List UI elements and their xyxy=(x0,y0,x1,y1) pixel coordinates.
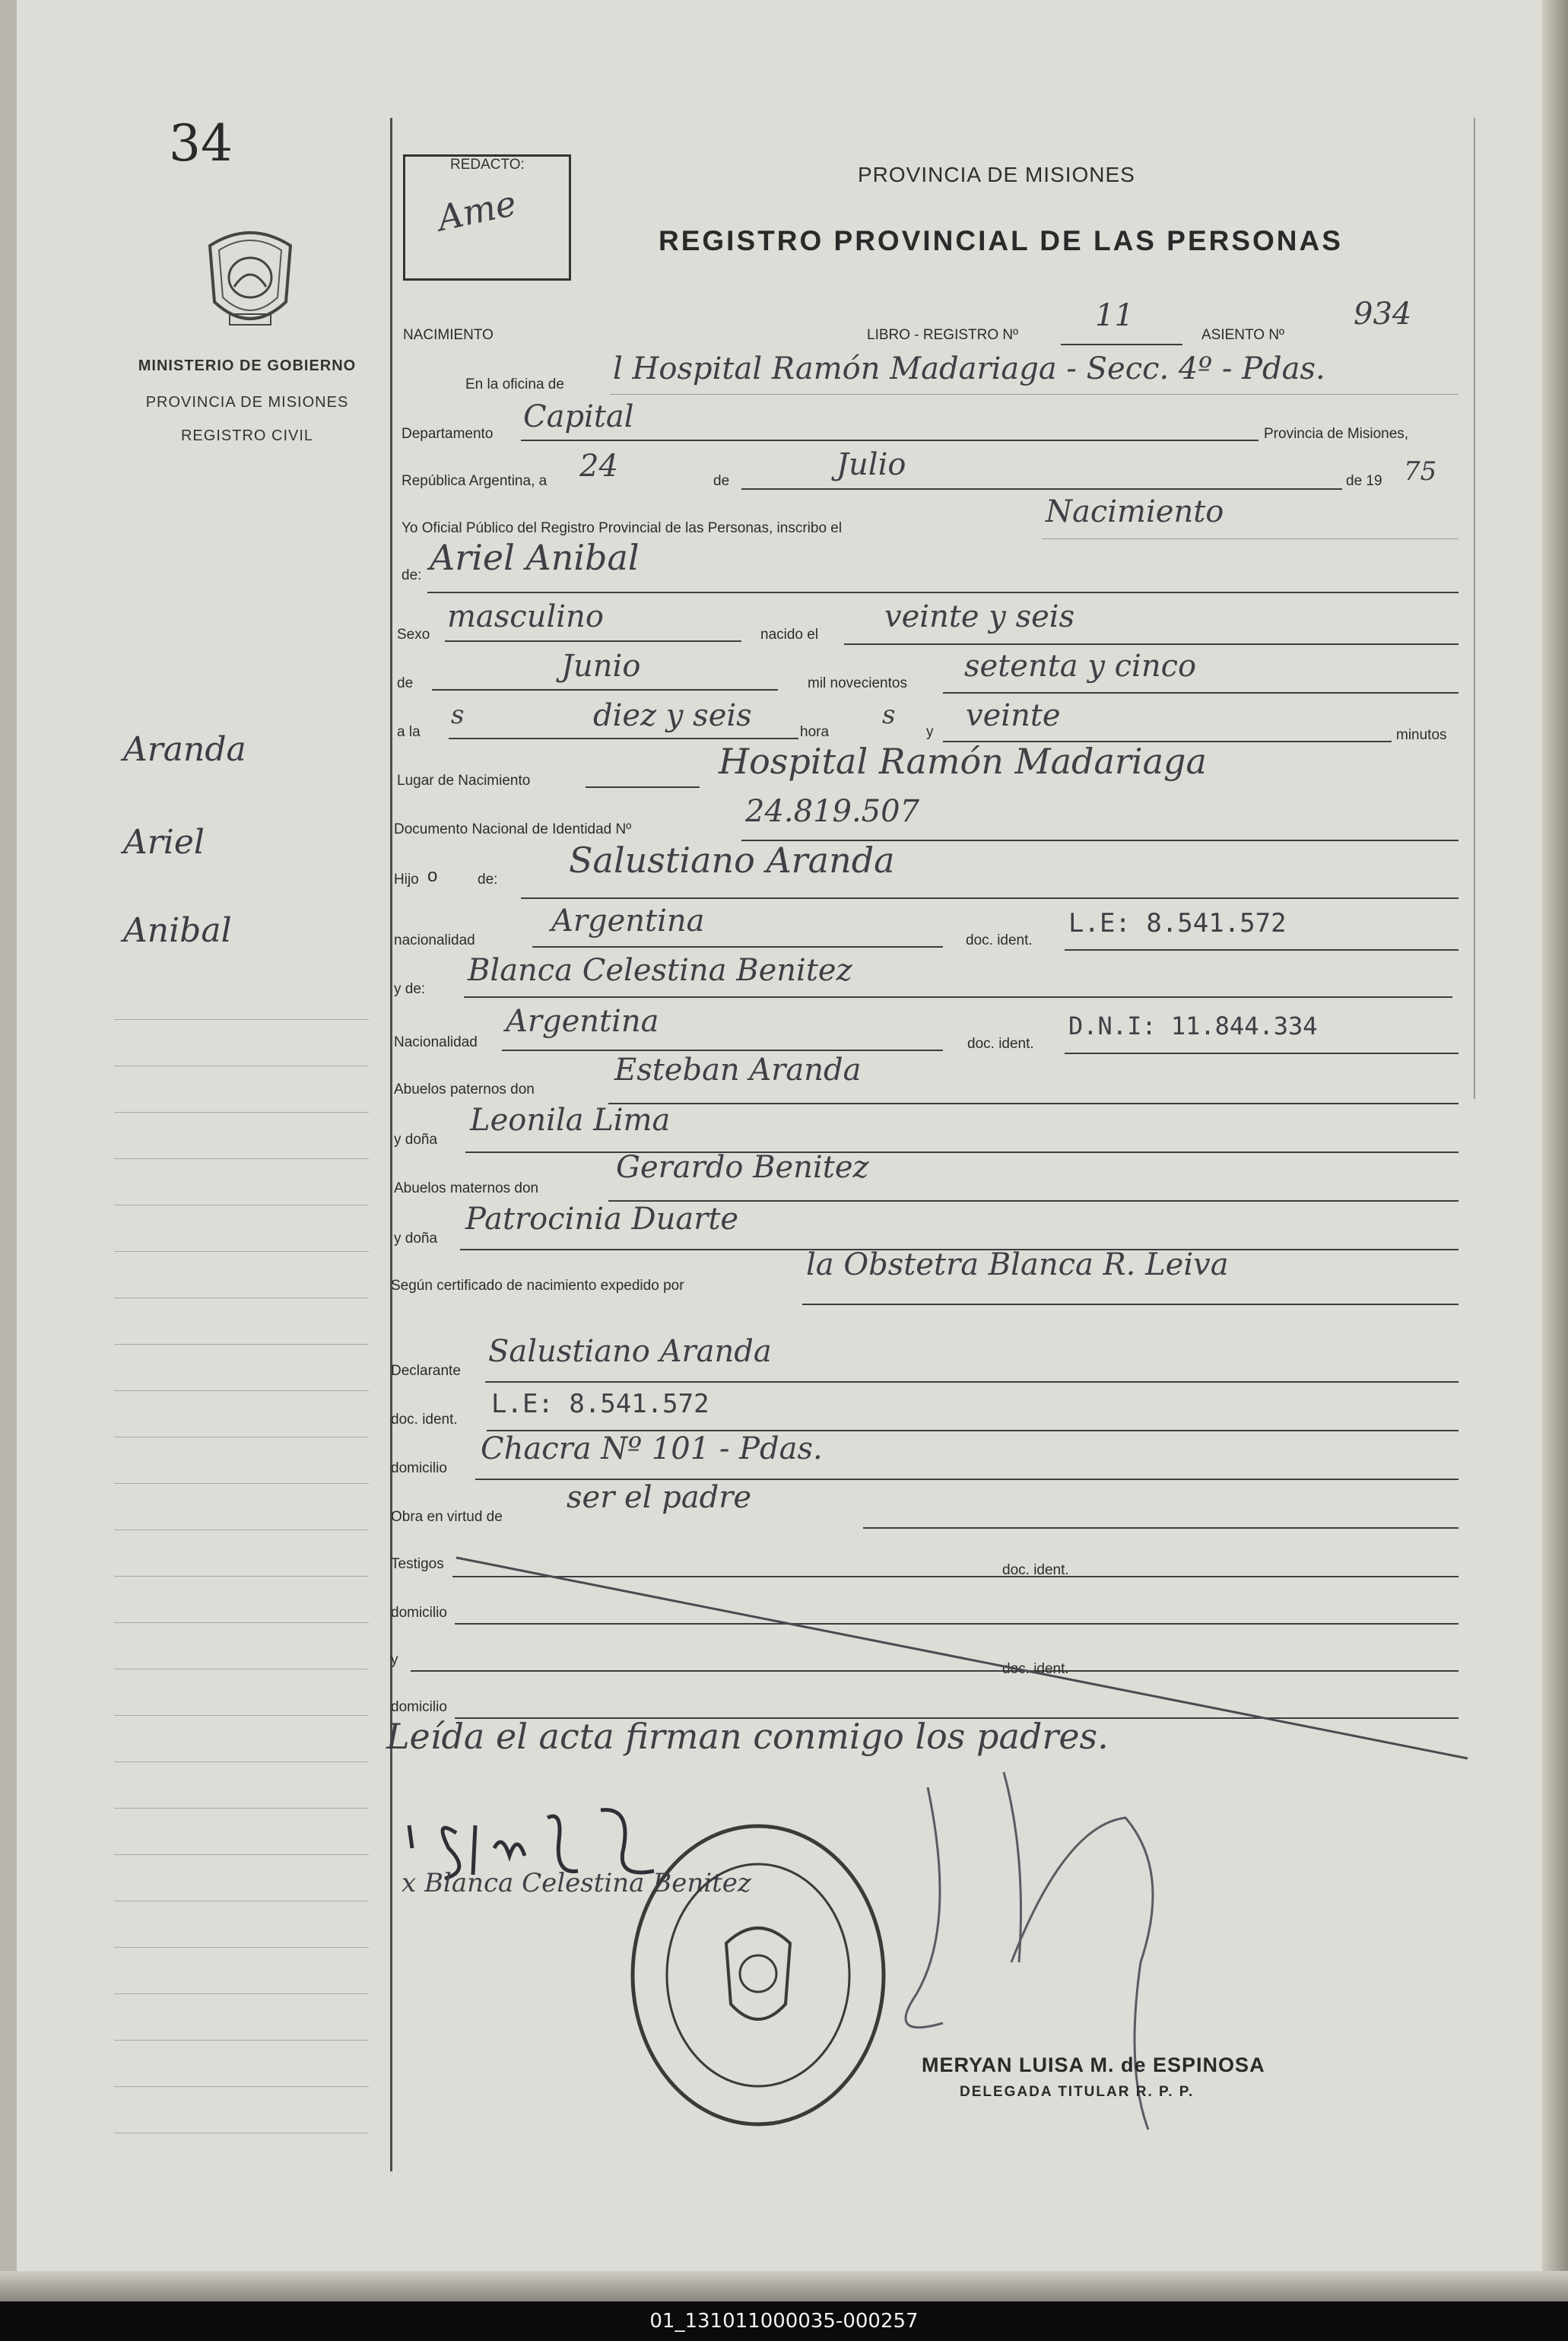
hijo-de-label: de: xyxy=(478,872,498,888)
margin-note-first-name: Ariel xyxy=(123,823,205,862)
mes2-value: Junio xyxy=(561,649,641,684)
mes-value: Julio xyxy=(836,447,906,482)
domicilio-declarante-value: Chacra Nº 101 - Pdas. xyxy=(481,1431,823,1466)
nombre-value: Ariel Anibal xyxy=(430,537,640,578)
asiento-label: ASIENTO Nº xyxy=(1201,327,1284,343)
ala-value: s xyxy=(451,700,465,730)
dni-value: 24.819.507 xyxy=(745,794,920,829)
closing-statement: Leída el acta firman conmigo los padres. xyxy=(386,1716,1109,1757)
anio-value: 75 xyxy=(1404,456,1437,487)
margin-note-second-name: Anibal xyxy=(123,911,232,950)
page-edge-bottom xyxy=(0,2271,1568,2301)
nacionalidad-madre-label: Nacionalidad xyxy=(394,1034,478,1050)
lugar-label: Lugar de Nacimiento xyxy=(397,773,531,789)
minutos-value: veinte xyxy=(966,698,1061,733)
hijo-label: Hijo xyxy=(394,872,419,888)
ydona1-label: y doña xyxy=(394,1132,438,1148)
hora-label: hora xyxy=(800,724,830,740)
margin-ruled-lines xyxy=(114,974,369,2160)
docident-madre-label: doc. ident. xyxy=(967,1036,1034,1052)
nacido-value: veinte y seis xyxy=(884,599,1075,634)
hora2-value: s xyxy=(882,700,896,730)
abuela-materna-value: Patrocinia Duarte xyxy=(465,1202,739,1237)
testigos-label: Testigos xyxy=(391,1556,444,1572)
docident-padre-value: L.E: 8.541.572 xyxy=(1068,908,1287,939)
mes2-de-label: de xyxy=(397,675,414,691)
registry-title: REGISTRO PROVINCIAL DE LAS PERSONAS xyxy=(659,225,1343,256)
right-border xyxy=(1474,118,1475,1099)
nacimiento-label: NACIMIENTO xyxy=(403,327,494,343)
dia-value: 24 xyxy=(579,449,618,484)
anio-label: de 19 xyxy=(1346,473,1382,489)
provincia-label: Provincia de Misiones, xyxy=(1264,426,1409,442)
margin-divider xyxy=(390,118,392,2171)
padre-value: Salustiano Aranda xyxy=(569,840,895,881)
nombre-de-label: de: xyxy=(402,567,422,583)
domicilio-testigo2-label: domicilio xyxy=(391,1699,447,1715)
sexo-label: Sexo xyxy=(397,627,430,643)
de-label: de xyxy=(713,473,730,489)
obra-value: ser el padre xyxy=(567,1480,752,1515)
official-role: DELEGADA TITULAR R. P. P. xyxy=(960,2084,1195,2100)
margin-note-surname: Aranda xyxy=(123,730,246,769)
docident-declarante-label: doc. ident. xyxy=(391,1412,458,1428)
registry-seal-stamp xyxy=(627,1822,890,2130)
docident-testigo2-label: doc. ident. xyxy=(1002,1661,1069,1677)
departamento-value: Capital xyxy=(523,399,634,434)
yde-label: y de: xyxy=(394,981,426,997)
hora-value: diez y seis xyxy=(593,698,752,733)
oficina-label: En la oficina de xyxy=(465,376,564,392)
mother-signature: x Blanca Celestina Benitez xyxy=(402,1868,751,1898)
declarante-label: Declarante xyxy=(391,1363,461,1379)
nacido-label: nacido el xyxy=(760,627,819,643)
image-caption: 01_131011000035-000257 xyxy=(0,2301,1568,2341)
abuelos-maternos-label: Abuelos maternos don xyxy=(394,1180,539,1196)
certificado-value: la Obstetra Blanca R. Leiva xyxy=(806,1247,1229,1282)
oficial-label: Yo Oficial Público del Registro Provincial de las Personas, inscribo el xyxy=(402,520,843,536)
redacto-initials: Ame xyxy=(433,182,520,240)
page-number: 34 xyxy=(169,114,233,173)
departamento-label: Departamento xyxy=(402,426,494,442)
oficina-value: l Hospital Ramón Madariaga - Secc. 4º - Pdas. xyxy=(613,351,1325,386)
lugar-value: Hospital Ramón Madariaga xyxy=(719,741,1207,782)
certificado-label: Según certificado de nacimiento expedido por xyxy=(391,1278,684,1294)
madre-value: Blanca Celestina Benitez xyxy=(468,953,852,988)
official-name: MERYAN LUISA M. de ESPINOSA xyxy=(922,2054,1265,2076)
sexo-value: masculino xyxy=(447,599,604,634)
y-testigo2-label: y xyxy=(391,1652,398,1668)
domicilio-declarante-label: domicilio xyxy=(391,1460,447,1476)
page-edge-left xyxy=(0,0,17,2301)
registry-subheading: REGISTRO CIVIL xyxy=(180,427,314,444)
declarante-value: Salustiano Aranda xyxy=(488,1334,772,1369)
abuelo-paterno-value: Esteban Aranda xyxy=(614,1053,862,1088)
mil-value: setenta y cinco xyxy=(964,649,1197,684)
abuela-paterna-value: Leonila Lima xyxy=(470,1103,671,1138)
minutos-label: minutos xyxy=(1396,727,1447,743)
redacto-label: REDACTO: xyxy=(446,157,529,173)
mil-label: mil novecientos xyxy=(808,675,907,691)
province-title: PROVINCIA DE MISIONES xyxy=(858,163,1135,186)
abuelos-paternos-label: Abuelos paternos don xyxy=(394,1082,535,1097)
docident-padre-label: doc. ident. xyxy=(966,932,1033,948)
y-label: y xyxy=(926,724,934,740)
libro-label: LIBRO - REGISTRO Nº xyxy=(867,327,1019,343)
dni-label: Documento Nacional de Identidad Nº xyxy=(394,821,632,837)
docident-declarante-value: L.E: 8.541.572 xyxy=(491,1389,709,1419)
page-edge-right xyxy=(1542,0,1568,2301)
ydona2-label: y doña xyxy=(394,1231,438,1247)
nacionalidad-padre-label: nacionalidad xyxy=(394,932,475,948)
asiento-value: 934 xyxy=(1354,297,1412,332)
domicilio-testigo1-label: domicilio xyxy=(391,1605,447,1621)
oficial-value: Nacimiento xyxy=(1046,494,1224,529)
ala-label: a la xyxy=(397,724,421,740)
republica-label: República Argentina, a xyxy=(402,473,548,489)
hijo-suffix: o xyxy=(427,866,438,886)
nacionalidad-madre-value: Argentina xyxy=(506,1004,659,1039)
nacionalidad-padre-value: Argentina xyxy=(551,904,705,939)
docident-testigo1-label: doc. ident. xyxy=(1002,1562,1069,1578)
obra-label: Obra en virtud de xyxy=(391,1509,503,1525)
ministry-heading: MINISTERIO DE GOBIERNO xyxy=(138,357,357,374)
libro-value: 11 xyxy=(1095,298,1134,333)
docident-madre-value: D.N.I: 11.844.334 xyxy=(1068,1012,1318,1040)
provincial-crest-icon xyxy=(201,217,300,338)
abuelo-materno-value: Gerardo Benitez xyxy=(616,1150,869,1185)
province-subheading: PROVINCIA DE MISIONES xyxy=(145,394,349,411)
